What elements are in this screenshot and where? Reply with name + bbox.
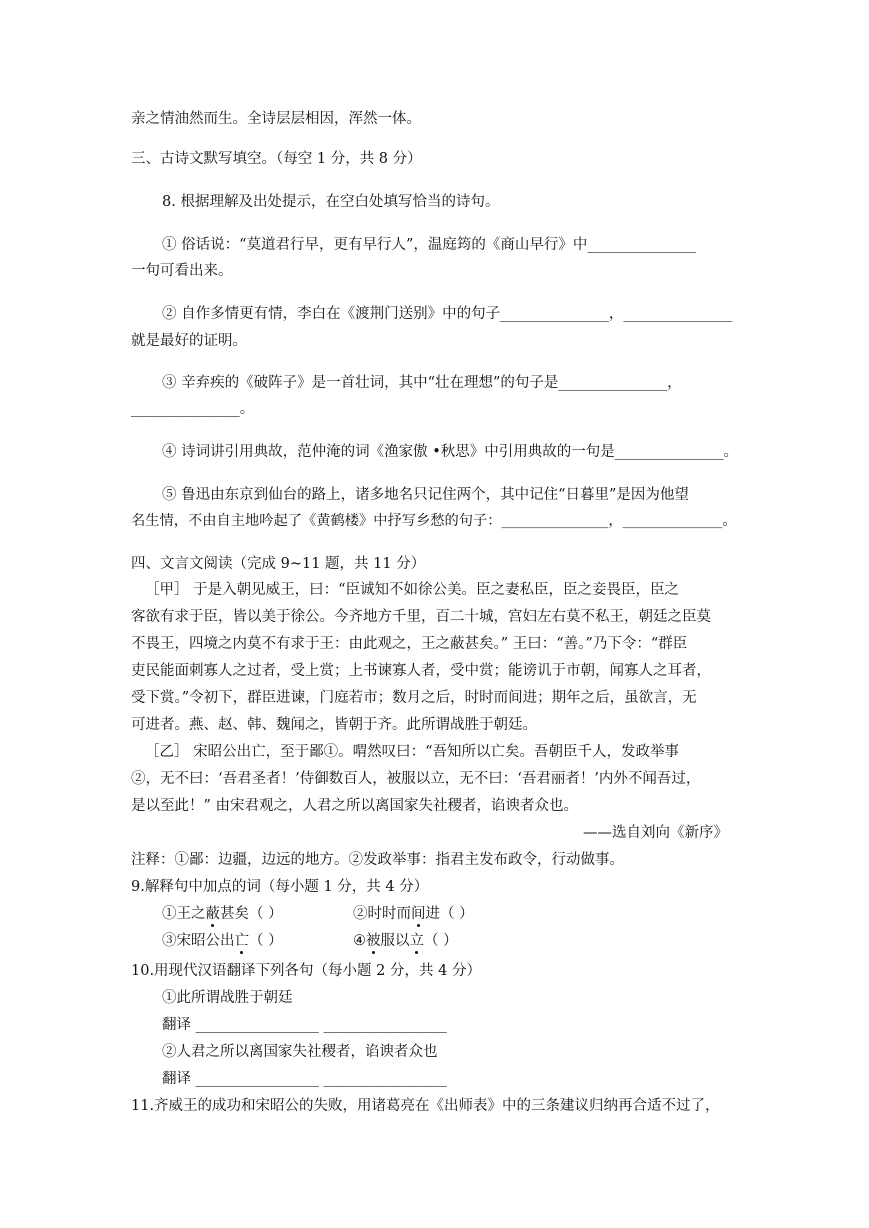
q8-item-5-cont: 名生情，不由自主地吟起了《黄鹤楼》中抒写乡愁的句子：_______________，______________。	[131, 513, 737, 529]
question-8-prompt: 8. 根据理解及出处提示，在空白处填写恰当的诗句。	[162, 194, 500, 210]
source-citation: ——选自刘向《新序》	[583, 825, 728, 841]
passage-a-line-4: 吏民能面刺寡人之过者，受上赏；上书谏寡人者，受中赏；能谤讥于市朝，闻寡人之耳者，	[131, 663, 711, 679]
q10-item-1: ①此所谓战胜于朝廷	[162, 990, 293, 1006]
passage-b-line-1: ［乙］ 宋昭公出亡，至于鄙①。喟然叹曰：“吾知所以亡矣。吾朝臣千人，发政举事	[145, 744, 680, 760]
q8-item-2: ② 自作多情更有情，李白在《渡荆门送别》中的句子_______________，_______________	[162, 306, 733, 322]
q10-item-2: ②人君之所以离国家失社稷者，谄谀者众也	[162, 1044, 438, 1060]
q9-item-1: ①王之蔽甚矣（ ）	[162, 906, 283, 922]
q8-item-1: ① 俗话说：“莫道君行早，更有早行人”，温庭筠的《商山早行》中_______________	[162, 237, 697, 253]
emphasis-dot-word: 被	[366, 933, 381, 949]
passage-b-line-2: ②，无不曰：‘吾君圣者！’侍御数百人，被服以立，无不曰：‘吾君丽者！’内外不闻吾过，	[131, 771, 701, 787]
emphasis-dot-word: 立	[409, 933, 424, 949]
passage-b-line-3: 是以至此！” 由宋君观之，人君之所以离国家失社稷者，谄谀者众也。	[131, 798, 579, 814]
q10-answer-line-2: 翻译 _________________ _________________	[162, 1071, 447, 1087]
passage-a-line-6: 可进者。燕、赵、韩、魏闻之，皆朝于齐。此所谓战胜于朝廷。	[131, 717, 537, 733]
passage-a-line-3: 不畏王，四境之内莫不有求于王：由此观之，王之蔽甚矣。” 王曰：“善。”乃下令：“群臣	[131, 636, 688, 652]
q10-answer-line-1: 翻译 _________________ _________________	[162, 1017, 447, 1033]
passage-a-line-5: 受下赏。”令初下，群臣进谏，门庭若市；数月之后，时时而间进；期年之后，虽欲言，无	[131, 690, 697, 706]
emphasis-dot-word: 亡	[234, 933, 249, 949]
q9-item-4: ④被服以立（ ）	[353, 933, 458, 949]
passage-a-line-1: ［甲］ 于是入朝见威王，曰：“臣诚知不如徐公美。臣之妻私臣，臣之妾畏臣，臣之	[145, 582, 680, 598]
section-3-heading: 三、古诗文默写填空。（每空 1 分，共 8 分）	[131, 151, 422, 167]
q8-item-2-cont: 就是最好的证明。	[131, 333, 247, 349]
q9-item-2: ②时时而间进（ ）	[353, 906, 474, 922]
emphasis-dot-word: 蔽	[205, 906, 220, 922]
question-9-heading: 9.解释句中加点的词（每小题 1 分，共 4 分）	[131, 879, 429, 895]
q8-item-4: ④ 诗词讲引用典故，范仲淹的词《渔家傲 •秋思》中引用典故的一句是_______________。	[162, 444, 739, 460]
q8-item-3: ③ 辛弃疾的《破阵子》是一首壮词，其中“壮在理想”的句子是_______________，	[162, 375, 682, 391]
annotation-notes: 注释：①鄙：边疆，边远的地方。②发政举事：指君主发布政令，行动做事。	[131, 852, 624, 868]
question-10-heading: 10.用现代汉语翻译下列各句（每小题 2 分，共 4 分）	[131, 963, 481, 979]
q8-item-3-cont: _______________。	[131, 401, 255, 417]
poem-analysis-end: 亲之情油然而生。全诗层层相因，浑然一体。	[131, 111, 421, 127]
section-4-heading: 四、文言文阅读（完成 9~11 题，共 11 分）	[131, 556, 426, 572]
passage-a-line-2: 客欲有求于臣，皆以美于徐公。今齐地方千里，百二十城，宫妇左右莫不私王，朝廷之臣莫	[131, 609, 711, 625]
question-11-heading: 11.齐威王的成功和宋昭公的失败，用诸葛亮在《出师表》中的三条建议归纳再合适不过了，	[131, 1098, 720, 1114]
q9-item-3: ③宋昭公出亡（ ）	[162, 933, 283, 949]
emphasis-dot-word: 间	[411, 906, 426, 922]
q8-item-1-cont: 一句可看出来。	[131, 263, 233, 279]
q8-item-5: ⑤ 鲁迅由东京到仙台的路上，诸多地名只记住两个，其中记住“日暮里”是因为他望	[162, 487, 689, 503]
